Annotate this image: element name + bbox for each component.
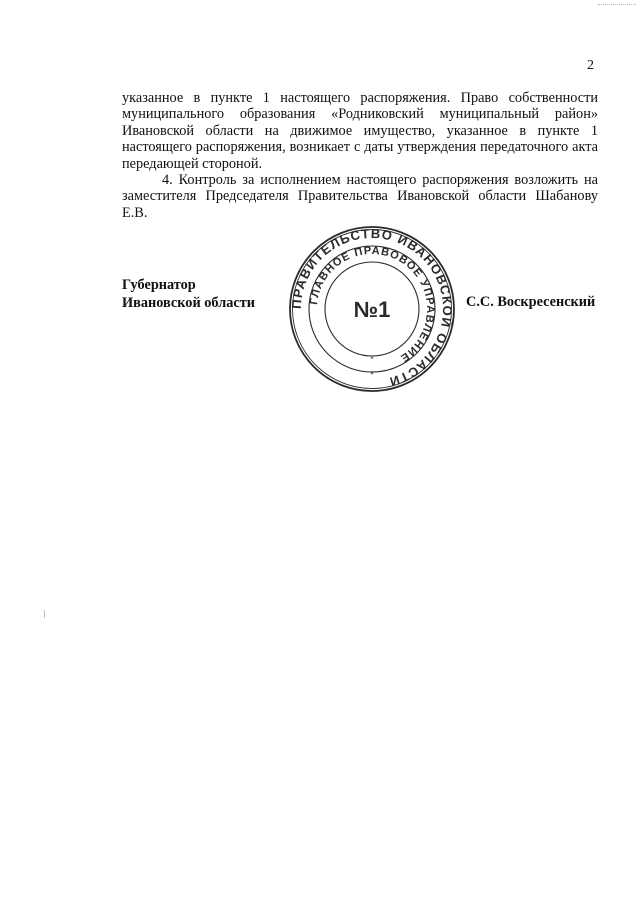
scan-artifact: [598, 4, 636, 9]
signer-position: [122, 276, 255, 312]
signer-position-line1: Губернатор: [122, 277, 196, 293]
signer-name: С.С. Воскресенский: [466, 294, 596, 310]
seal-outer-text: ПРАВИТЕЛЬСТВО ИВАНОВСКОЙ ОБЛАСТИ: [288, 225, 456, 390]
seal-star-icon: *: [370, 370, 374, 379]
signer-position-line2: Ивановской области: [122, 295, 255, 311]
page-number: 2: [587, 58, 594, 73]
official-seal: [287, 224, 457, 394]
seal-inner-text: ГЛАВНОЕ ПРАВОВОЕ УПРАВЛЕНИЕ: [308, 244, 437, 365]
paragraph-ownership: указанное в пункте 1 настоящего распоряжения. Право собственности муниципального образования «Родниковский муниципальный район» Ивановской области на движимое имущество, указанное в пункте 1 настоящего распоряжения, возникает с даты утверждения передаточного акта передающей стороной.: [122, 90, 598, 172]
seal-star-icon: *: [370, 355, 374, 363]
seal-center-number: №1: [353, 297, 391, 322]
scan-artifact: [44, 610, 45, 618]
paragraph-control: 4. Контроль за исполнением настоящего распоряжения возложить на заместителя Председателя Правительства Ивановской области Шабанову Е.В.: [122, 172, 598, 221]
